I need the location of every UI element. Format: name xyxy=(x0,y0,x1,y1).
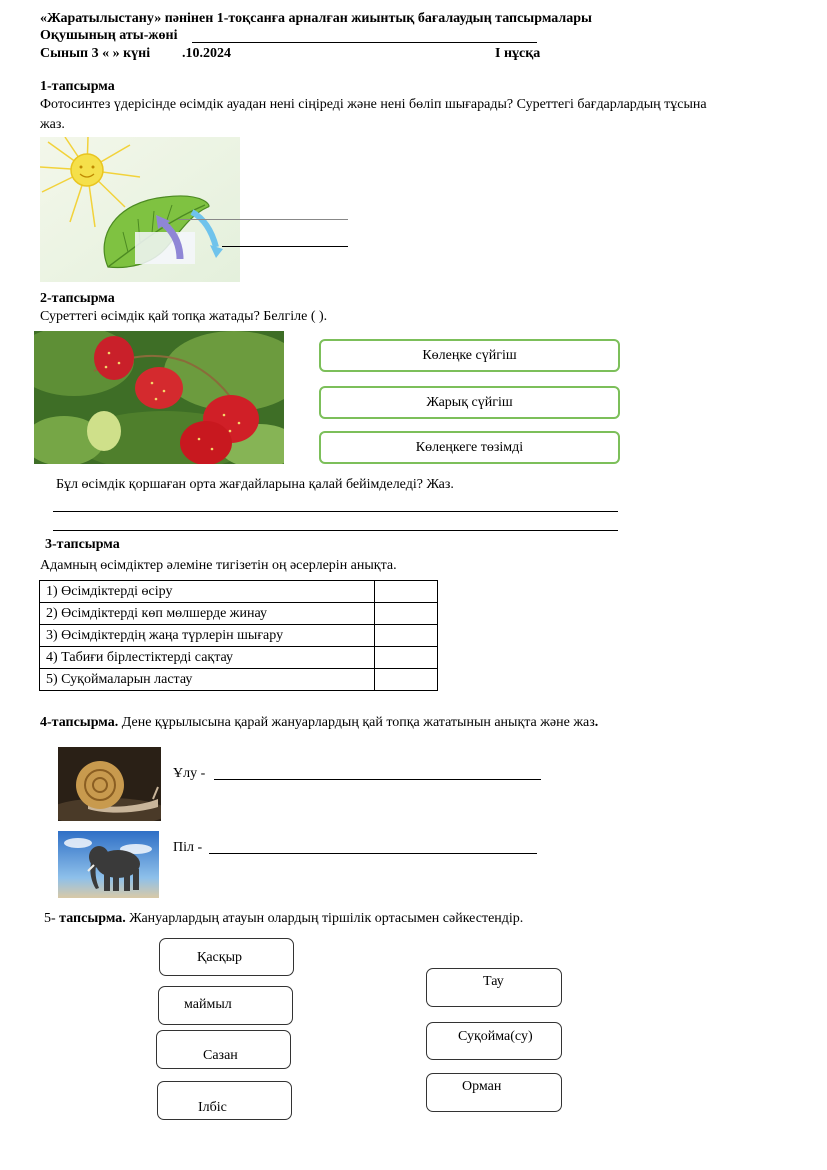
task4-text: Дене құрылысына қарай жануарлардың қай топқа жататынын анықта және жаз xyxy=(121,715,595,730)
table-cell: 4) Табиғи бірлестіктерді сақтау xyxy=(40,647,375,669)
animal-box-carp[interactable] xyxy=(156,1030,291,1069)
answer-cell[interactable] xyxy=(375,603,438,625)
table-row xyxy=(40,581,438,603)
task5-heading xyxy=(44,911,523,927)
date-value: .10.2024 xyxy=(182,46,231,61)
animal-label: Ілбіс xyxy=(198,1100,227,1115)
task4-heading xyxy=(40,715,598,731)
document-title: «Жаратылыстану» пәнінен 1-тоқсанға арналған жиынтық бағалаудың тапсырмалары xyxy=(40,11,592,26)
task1-text-line1: Фотосинтез үдерісінде өсімдік ауадан нені сіңіреді және нені бөліп шығарады? Суреттегі бағдарлардың тұсына xyxy=(40,97,707,112)
student-name-line[interactable] xyxy=(192,42,537,43)
answer-cell[interactable] xyxy=(375,669,438,691)
habitat-label: Тау xyxy=(483,974,504,989)
snail-shell-icon xyxy=(76,761,124,809)
animal-label: Қасқыр xyxy=(197,950,242,965)
elephant-label: Піл - xyxy=(173,840,203,855)
task2-answer-line-1[interactable] xyxy=(53,511,618,512)
task3-table xyxy=(39,580,438,691)
task3-text: Адамның өсімдіктер әлеміне тигізетін оң әсерлерін анықта. xyxy=(40,558,397,573)
task1-title: 1-тапсырма xyxy=(40,79,115,94)
elephant-photo xyxy=(58,831,159,898)
task2-question: Бұл өсімдік қоршаған орта жағдайларына қалай бейімделеді? Жаз. xyxy=(56,477,454,492)
habitat-label: Суқойма(су) xyxy=(458,1029,533,1044)
photosynthesis-illustration xyxy=(40,137,240,282)
task4-title: 4-тапсырма. xyxy=(40,715,119,730)
option-light-loving[interactable]: Жарық сүйгіш xyxy=(319,386,620,419)
animal-box-snow-leopard[interactable] xyxy=(157,1081,292,1120)
animal-label: маймыл xyxy=(184,997,232,1012)
task2-answer-line-2[interactable] xyxy=(53,530,618,531)
task5-number: 5- xyxy=(44,911,56,926)
elephant-answer-line[interactable] xyxy=(209,853,537,854)
snail-photo xyxy=(58,747,161,821)
task1-text-line2: жаз. xyxy=(40,117,65,132)
snail-label: Ұлу - xyxy=(173,766,206,781)
task5-text: Жануарлардың атауын олардың тіршілік ортасымен сәйкестендір. xyxy=(129,911,524,926)
task2-title: 2-тапсырма xyxy=(40,291,115,306)
table-cell: 2) Өсімдіктерді көп мөлшерде жинау xyxy=(40,603,375,625)
option-shade-loving[interactable]: Көлеңке сүйгіш xyxy=(319,339,620,372)
table-row xyxy=(40,603,438,625)
variant-label: І нұсқа xyxy=(495,46,541,61)
task1-answer-line-2[interactable] xyxy=(222,246,348,247)
strawberry-photo xyxy=(34,331,284,464)
table-row xyxy=(40,647,438,669)
class-date-label: Сынып 3 « » күні xyxy=(40,46,151,61)
answer-cell[interactable] xyxy=(375,647,438,669)
task2-text: Суреттегі өсімдік қай топқа жатады? Белгіле ( ). xyxy=(40,309,328,324)
task1-answer-line-1[interactable] xyxy=(178,219,348,220)
table-row xyxy=(40,669,438,691)
task4-period: . xyxy=(594,715,599,730)
task5-title: тапсырма. xyxy=(59,911,126,926)
animal-box-monkey[interactable] xyxy=(158,986,293,1025)
habitat-label: Орман xyxy=(462,1079,502,1094)
snail-answer-line[interactable] xyxy=(214,779,541,780)
option-shade-tolerant[interactable]: Көлеңкеге төзімді xyxy=(319,431,620,464)
student-name-label: Оқушының аты-жөні xyxy=(40,28,178,43)
animal-label: Сазан xyxy=(203,1048,238,1063)
table-cell: 3) Өсімдіктердің жаңа түрлерін шығару xyxy=(40,625,375,647)
answer-cell[interactable] xyxy=(375,625,438,647)
habitat-box-water[interactable] xyxy=(426,1022,562,1060)
habitat-box-forest[interactable] xyxy=(426,1073,562,1112)
table-cell: 1) Өсімдіктерді өсіру xyxy=(40,581,375,603)
habitat-box-mountain[interactable] xyxy=(426,968,562,1007)
answer-cell[interactable] xyxy=(375,581,438,603)
table-row xyxy=(40,625,438,647)
table-cell: 5) Суқоймаларын ластау xyxy=(40,669,375,691)
task3-title: 3-тапсырма xyxy=(45,537,120,552)
animal-box-wolf[interactable] xyxy=(159,938,294,976)
